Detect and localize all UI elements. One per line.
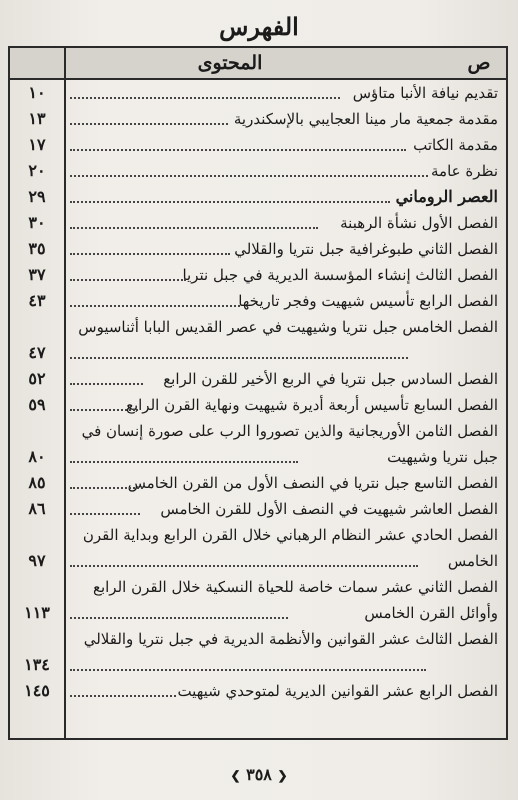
page-footer xyxy=(0,764,518,786)
entry-page: ٥٩ xyxy=(28,395,46,414)
entry-page: ٨٦ xyxy=(28,499,46,518)
entry-title: الفصل الثالث عشر القوانين والأنظمة الديرية في جبل نتريا والقلالي xyxy=(70,626,498,678)
entry-page: ٨٠ xyxy=(28,447,46,466)
toc-row xyxy=(10,496,506,522)
toc-row xyxy=(10,262,506,288)
entry-page: ١١٣ xyxy=(24,603,50,622)
ornament-right-icon: ❯ xyxy=(230,768,241,783)
entry-title: الفصل الثامن الأوريجانية والذين تصوروا الرب على صورة إنسان في جبل نتريا وشيهيت xyxy=(70,418,498,470)
entry-page: ١٧ xyxy=(28,135,46,154)
entry-page: ١٠ xyxy=(28,83,46,102)
entry-title: الفصل الحادي عشر النظام الرهباني خلال القرن الرابع وبداية القرن الخامس xyxy=(70,522,498,574)
content-column-header: المحتوى xyxy=(197,52,263,74)
toc-part-row xyxy=(10,184,506,210)
entry-page: ٣٥ xyxy=(28,239,46,258)
toc-row xyxy=(10,574,506,626)
entry-page: ٢٠ xyxy=(28,161,46,180)
ornament-left-icon: ❮ xyxy=(277,768,288,783)
toc-row xyxy=(10,678,506,704)
toc-row xyxy=(10,366,506,392)
table-of-contents xyxy=(8,46,508,740)
toc-row xyxy=(10,106,506,132)
entry-title: تقديم نيافة الأنبا متاؤس xyxy=(70,80,498,106)
entry-title: الفصل الثاني طبوغرافية جبل نتريا والقلالي xyxy=(70,236,498,262)
toc-row xyxy=(10,392,506,418)
entry-title: مقدمة جمعية مار مينا العجايبي بالإسكندرية xyxy=(70,106,498,132)
entry-page: ٣٠ xyxy=(28,213,46,232)
page-column-header: ص xyxy=(467,52,491,74)
entry-page: ٥٢ xyxy=(28,369,46,388)
entry-title: الفصل الرابع تأسيس شيهيت وفجر تاريخها xyxy=(70,288,498,314)
toc-row xyxy=(10,626,506,678)
toc-row xyxy=(10,314,506,366)
table-header xyxy=(10,48,506,80)
toc-row xyxy=(10,288,506,314)
entry-title: نظرة عامة xyxy=(70,158,498,184)
entry-title: الفصل الثاني عشر سمات خاصة للحياة النسكية خلال القرن الرابع وأوائل القرن الخامس xyxy=(70,574,498,626)
page-title: الفهرس xyxy=(219,12,299,41)
toc-row xyxy=(10,236,506,262)
entry-title: الفصل العاشر شيهيت في النصف الأول للقرن الخامس xyxy=(70,496,498,522)
entry-page: ٣٧ xyxy=(28,265,46,284)
entry-title: الفصل الخامس جبل نتريا وشيهيت في عصر القديس البابا أثناسيوس xyxy=(70,314,498,366)
toc-row xyxy=(10,210,506,236)
toc-row xyxy=(10,470,506,496)
entry-title: الفصل الثالث إنشاء المؤسسة الديرية في جبل نتريا xyxy=(70,262,498,288)
toc-row xyxy=(10,132,506,158)
entry-title: الفصل السابع تأسيس أربعة أديرة شيهيت ونهاية القرن الرابع xyxy=(70,392,498,418)
toc-row xyxy=(10,418,506,470)
entry-page: ٢٩ xyxy=(28,187,46,206)
toc-row xyxy=(10,158,506,184)
entry-page: ١٣ xyxy=(28,109,46,128)
entry-page: ٨٥ xyxy=(28,473,46,492)
toc-row xyxy=(10,80,506,106)
entry-page: ٤٧ xyxy=(28,343,46,362)
entry-page: ٩٧ xyxy=(28,551,46,570)
toc-row xyxy=(10,522,506,574)
entry-title: الفصل التاسع جبل نتريا في النصف الأول من القرن الخامس xyxy=(70,470,498,496)
entry-title: الفصل الأول نشأة الرهبنة xyxy=(70,210,498,236)
entry-page: ١٤٥ xyxy=(24,681,50,700)
part-title: العصر الروماني xyxy=(70,184,498,210)
page-number: ٣٥٨ xyxy=(246,765,272,784)
entry-title: الفصل الرابع عشر القوانين الديرية لمتوحدي شيهيت xyxy=(70,678,498,704)
entry-title: الفصل السادس جبل نتريا في الربع الأخير للقرن الرابع xyxy=(70,366,498,392)
entry-page: ١٣٤ xyxy=(24,655,50,674)
entry-page: ٤٣ xyxy=(28,291,46,310)
entry-title: مقدمة الكاتب xyxy=(70,132,498,158)
